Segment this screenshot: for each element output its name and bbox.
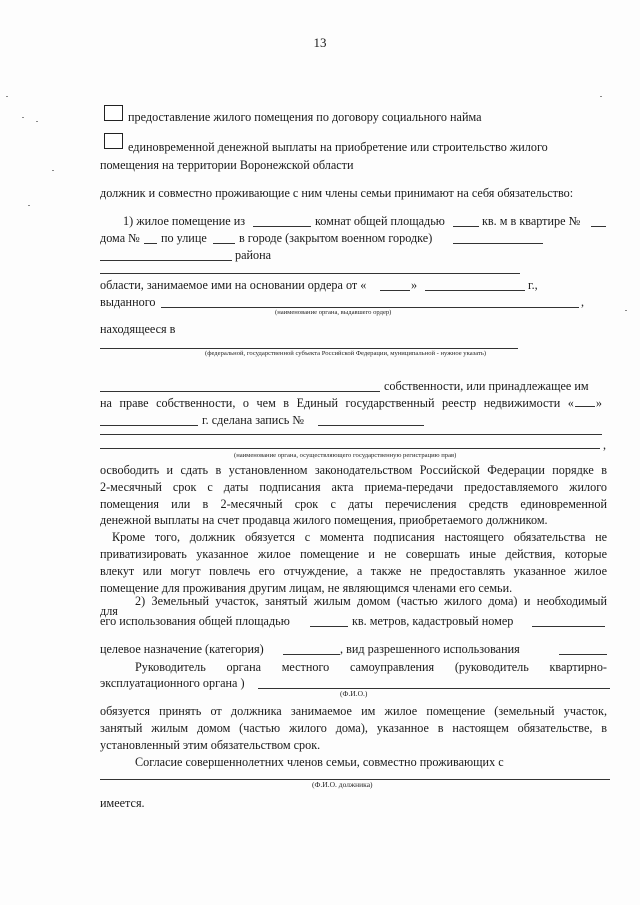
paragraph1-line1: освободить и сдать в установленном законодательством Российской Федерации порядке в xyxy=(100,463,607,477)
option-payment-label-line1: единовременной денежной выплаты на приобретение или строительство жилого xyxy=(128,140,548,154)
ownership-type-caption: (федеральной, государственной субъекта Российской Федерации, муниципальной - нужное указать) xyxy=(205,350,487,357)
issued-by-field[interactable] xyxy=(161,307,579,308)
item2-line1: 2) Земельный участок, занятый жилым домом (частью жилого дома) и необходимый xyxy=(135,594,607,608)
registry-line-1[interactable] xyxy=(100,434,602,435)
land-category-field[interactable] xyxy=(283,654,340,655)
item1-line6: находящееся в xyxy=(100,322,176,336)
item1-line7: собственности, или принадлежащее им xyxy=(384,379,589,393)
registry-line-2[interactable] xyxy=(100,448,600,449)
paragraph1-line2: 2-месячный срок с даты подписания акта приема-передачи предоставляемого жилого xyxy=(100,480,607,494)
page-number: 13 xyxy=(313,35,327,50)
registry-date-field[interactable] xyxy=(100,425,198,426)
house-number-field[interactable] xyxy=(144,243,157,244)
apartment-number-field[interactable] xyxy=(591,226,606,227)
item1-line4b: » xyxy=(411,278,418,292)
cadastral-number-field[interactable] xyxy=(532,626,605,627)
city-field[interactable] xyxy=(453,243,543,244)
item1-line3: района xyxy=(235,248,272,262)
order-month-year-field[interactable] xyxy=(425,290,525,291)
rooms-count-field[interactable] xyxy=(253,226,311,227)
paragraph3-line1: обязуется принять от должника занимаемое им жилое помещение (земельный участок, xyxy=(100,704,607,718)
item1-line2c: в городе (закрытом военном городке) xyxy=(239,231,433,245)
item1-line1c: кв. м в квартире № xyxy=(482,214,581,228)
item2-line3a: его использования общей площадью xyxy=(100,614,290,628)
closing-text: имеется. xyxy=(100,796,145,810)
scan-speck xyxy=(36,121,38,122)
item1-line8: на праве собственности, о чем в Единый государственный реестр недвижимости « » xyxy=(100,396,602,410)
item1-line1a: 1) жилое помещение из xyxy=(123,214,246,228)
paragraph3-line2: занятый жилым домом (частью жилого дома), указанное в настоящем обязательстве, в xyxy=(100,721,607,735)
scan-speck xyxy=(625,310,627,311)
ownership-field[interactable] xyxy=(100,391,380,392)
scan-speck xyxy=(28,205,30,206)
item1-line2a: дома № xyxy=(100,231,140,245)
social-rent-checkbox[interactable] xyxy=(104,105,123,121)
paragraph2-line1: Кроме того, должник обязуется с момента подписания настоящего обязательства не xyxy=(112,530,607,544)
item1-line4a: области, занимаемое ими на основании ордера от « xyxy=(100,278,367,292)
paragraph2-line3: влекут или могут повлечь его отчуждение, а также не предоставлять указанное жилое xyxy=(100,564,607,578)
street-field[interactable] xyxy=(213,243,235,244)
area-field[interactable] xyxy=(453,226,479,227)
land-area-field[interactable] xyxy=(310,626,348,627)
paragraph2-line4: помещение для проживания другим лицам, не являющимся членами его семьи. xyxy=(100,581,513,595)
registry-caption: (наименование органа, осуществляющего государственную регистрацию прав) xyxy=(234,452,457,459)
scan-speck xyxy=(22,117,24,118)
item2-line5: Руководитель органа местного самоуправления (руководитель квартирно- xyxy=(135,660,607,674)
item2-line3b: кв. метров, кадастровый номер xyxy=(352,614,514,628)
head-fio-field[interactable] xyxy=(258,688,610,689)
option-social-rent-label: предоставление жилого помещения по договору социального найма xyxy=(128,110,482,124)
issued-by-caption: (наименование органа, выдавшего ордер) xyxy=(275,309,392,316)
item2-line2: для xyxy=(100,604,118,618)
paragraph3-line3: установленный этим обязательством срок. xyxy=(100,738,321,752)
debtor-fio-caption: (Ф.И.О. должника) xyxy=(312,780,373,789)
scan-speck xyxy=(600,96,602,97)
paragraph1-line3: помещения или в 2-месячный срок с даты перечисления средств единовременной xyxy=(100,497,607,511)
registry-day-field[interactable] xyxy=(575,406,595,407)
paragraph2-line2: приватизировать указанное жилое помещение и не совершать иные действия, которые xyxy=(100,547,607,561)
district-field[interactable] xyxy=(100,260,232,261)
paragraph1-line4: денежной выплаты на счет продавца жилого помещения, приобретаемого должником. xyxy=(100,513,548,527)
item1-line5b: , xyxy=(581,295,585,309)
region-field[interactable] xyxy=(100,273,520,274)
registry-number-field[interactable] xyxy=(318,425,424,426)
order-day-field[interactable] xyxy=(380,290,410,291)
option-payment-label-line2: помещения на территории Воронежской области xyxy=(100,158,354,172)
head-fio-caption: (Ф.И.О.) xyxy=(340,689,368,698)
item1-line4c: г., xyxy=(528,278,538,292)
scan-speck xyxy=(6,96,8,97)
permitted-use-field[interactable] xyxy=(559,654,607,655)
scan-speck xyxy=(52,170,54,171)
item2-line6: эксплуатационного органа ) xyxy=(100,676,245,690)
item1-line9: г. сделана запись № xyxy=(202,413,304,427)
item2-line4b: , вид разрешенного использования xyxy=(340,642,520,656)
payment-checkbox[interactable] xyxy=(104,133,123,149)
intro-text: должник и совместно проживающие с ним члены семьи принимают на себя обязательство: xyxy=(100,186,574,200)
item2-line4a: целевое назначение (категория) xyxy=(100,642,264,656)
ownership-type-field[interactable] xyxy=(100,348,518,349)
item1-line2b: по улице xyxy=(161,231,207,245)
item1-line10: , xyxy=(603,438,607,452)
consent-text: Согласие совершеннолетних членов семьи, совместно проживающих с xyxy=(135,755,504,769)
item1-line5a: выданного xyxy=(100,295,156,309)
item1-line1b: комнат общей площадью xyxy=(315,214,445,228)
